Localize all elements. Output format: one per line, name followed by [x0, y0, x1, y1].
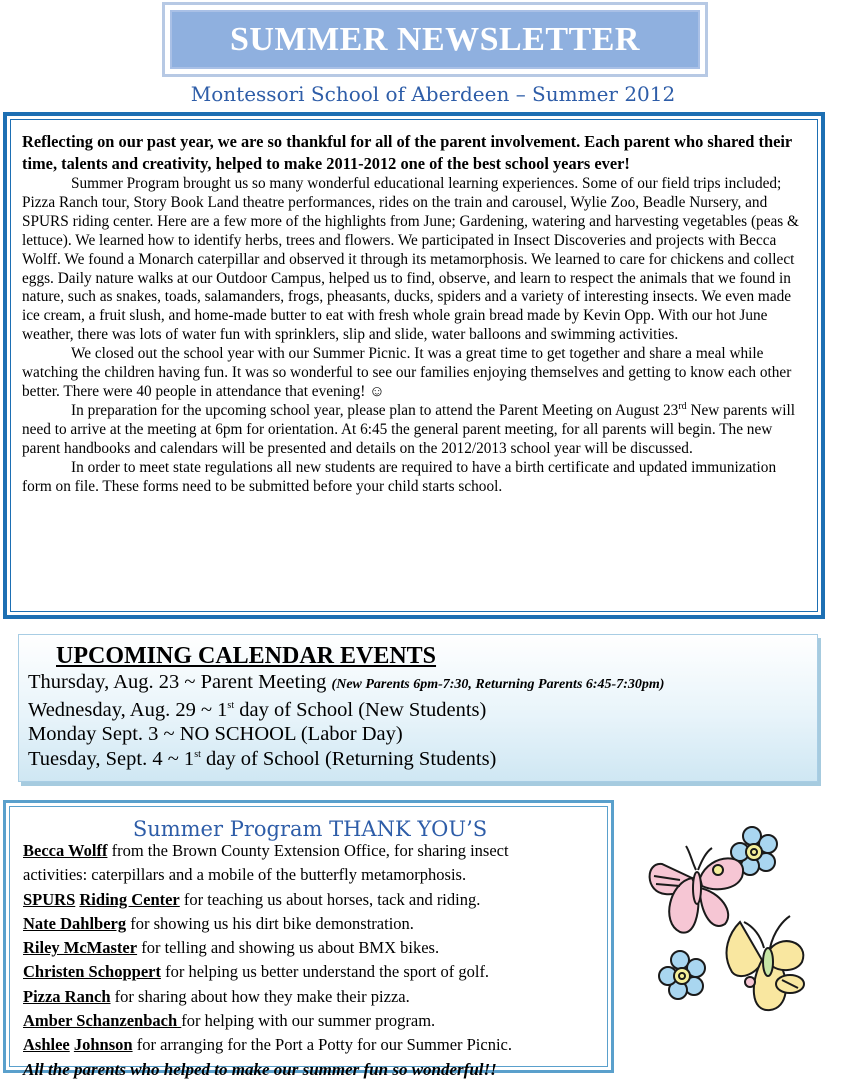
thank-you-name: Riley McMaster — [23, 938, 138, 958]
parent-meeting-text-a: In preparation for the upcoming school year, please plan to attend the Parent Meeting on August 23 — [71, 401, 679, 419]
thank-you-closing: All the parents who helped to make our summer fun so wonderful!! — [23, 1059, 497, 1079]
thank-you-frame — [3, 800, 614, 1079]
calendar-event-2-sup: st — [227, 699, 235, 711]
thank-you-item — [23, 936, 607, 960]
newsletter-title-banner — [170, 10, 700, 69]
thank-you-item — [23, 839, 607, 863]
butterflies-and-flowers-clipart — [640, 822, 825, 1022]
calendar-event-4-text-a: Tuesday, Sept. 4 ~ 1 — [28, 748, 195, 771]
calendar-event-2-text-a: Wednesday, Aug. 29 ~ 1 — [28, 698, 228, 721]
thank-you-name: Pizza Ranch — [23, 986, 111, 1006]
thank-you-item-continued: activities: caterpillars and a mobile of the butterfly metamorphosis. — [23, 865, 467, 885]
thank-you-item — [23, 1009, 607, 1033]
calendar-event-1-note: (New Parents 6pm-7:30, Returning Parents 6:45-7:30pm) — [331, 677, 665, 692]
thank-you-name: Amber Schanzenbach — [23, 1011, 182, 1031]
lead-paragraph: Reflecting on our past year, we are so thankful for all of the parent involvement. Each parent who shared their time, talents and creativity, helped to make 2011-2012 one of the best school years ever! — [22, 132, 792, 173]
regulations-paragraph: In order to meet state regulations all new students are required to have a birth certificate and updated immunization form on file. These forms need to be submitted before your child starts school. — [22, 458, 777, 495]
calendar-event-2 — [28, 698, 817, 723]
thank-you-name: Nate Dahlberg — [23, 913, 127, 933]
calendar-event-1 — [28, 670, 817, 698]
newsletter-title: SUMMER NEWSLETTER — [230, 20, 640, 58]
summer-program-paragraph: Summer Program brought us so many wonderful educational learning experiences. Some of our field trips included; Pizza Ranch tour, Story Book Land theatre performances, rides on the train and carousel, Wylie Zoo, Beadle Nursery, and SPURS riding center. Here are a few more of the highlights from June; Gardening, watering and harvesting vegetables (peas & lettuce). We learned how to identify herbs, trees and flowers. We participated in Insect Discoveries and projects with Becca Wolff. We found a Monarch caterpillar and observed it through its metamorphosis. We learned to care for chickens and collect eggs. Daily nature walks at our Outdoor Campus, helped us to find, observe, and learn to respect the animals that we found in nature, such as snakes, toads, salamanders, frogs, pheasants, ducks, spiders and a variety of interesting insects. We even made ice cream, a fruit slush, and home-made butter to eat with fresh whole grain bread made by Kevin Opp. With our hot June weather, there was lots of water fun with sprinklers, slip and slide, water balloons and swimming activities. — [22, 175, 799, 344]
thank-you-text: for telling and showing us about BMX bikes. — [137, 938, 440, 958]
calendar-event-4 — [28, 747, 817, 772]
thank-you-name: SPURS — [23, 889, 76, 909]
thank-you-section — [9, 806, 608, 1079]
calendar-events-box — [18, 634, 818, 782]
main-article-frame — [3, 112, 825, 619]
parent-meeting-paragraph — [22, 402, 809, 459]
thank-you-name: Johnson — [73, 1035, 133, 1055]
thank-you-name: Riding Center — [79, 889, 180, 909]
thank-you-name: Becca Wolff — [23, 841, 108, 860]
thank-you-text: for helping us better understand the sport of golf. — [160, 962, 490, 982]
thank-you-text: for arranging for the Port a Potty for our Summer Picnic. — [132, 1035, 512, 1055]
flower-bottom-icon — [659, 951, 705, 999]
thank-you-text: for teaching us about horses, tack and riding. — [179, 889, 481, 909]
calendar-title: UPCOMING CALENDAR EVENTS — [56, 643, 437, 669]
parent-meeting-text-b: New parents will need to arrive at the meeting at 6pm for orientation. At 6:45 the general parent meeting, for all parents will begin. The new parent handbooks and calendars will be presented and details on the 2012/2013 school year will be discussed. — [22, 401, 795, 457]
thank-you-text: for sharing about how they make their pizza. — [110, 986, 410, 1006]
calendar-event-3: Monday Sept. 3 ~ NO SCHOOL (Labor Day) — [28, 723, 403, 746]
newsletter-subtitle: Montessori School of Aberdeen – Summer 2012 — [190, 82, 676, 106]
newsletter-title-frame — [162, 2, 708, 77]
thank-you-name: Ashlee — [23, 1035, 70, 1055]
yellow-butterfly-icon — [727, 916, 804, 1010]
parent-meeting-sup: rd — [678, 400, 687, 412]
calendar-event-4-text-b: day of School (Returning Students) — [200, 748, 497, 771]
calendar-event-4-sup: st — [194, 749, 201, 761]
thank-you-item — [23, 960, 607, 984]
calendar-event-1-text: Thursday, Aug. 23 ~ Parent Meeting — [28, 671, 332, 693]
thank-you-item — [23, 912, 607, 936]
picnic-paragraph: We closed out the school year with our Summer Picnic. It was a great time to get together and share a meal while watching the children having fun. It was so wonderful to see our families enjoying themselves and getting to know each other better. There were 40 people in attendance that evening! ☺ — [22, 345, 792, 400]
pink-butterfly-icon — [650, 846, 743, 933]
thank-you-title: Summer Program THANK YOU’S — [132, 817, 488, 841]
thank-you-text: for helping with our summer program. — [181, 1011, 436, 1031]
calendar-event-2-text-b: day of School (New Students) — [234, 698, 487, 721]
thank-you-item — [23, 888, 607, 912]
main-article — [10, 119, 818, 612]
thank-you-item — [23, 1033, 607, 1057]
thank-you-text: for showing us his dirt bike demonstration. — [126, 913, 414, 933]
thank-you-item — [23, 985, 607, 1009]
thank-you-name: Christen Schoppert — [23, 962, 161, 982]
thank-you-text: from the Brown County Extension Office, for sharing insect — [107, 841, 509, 860]
